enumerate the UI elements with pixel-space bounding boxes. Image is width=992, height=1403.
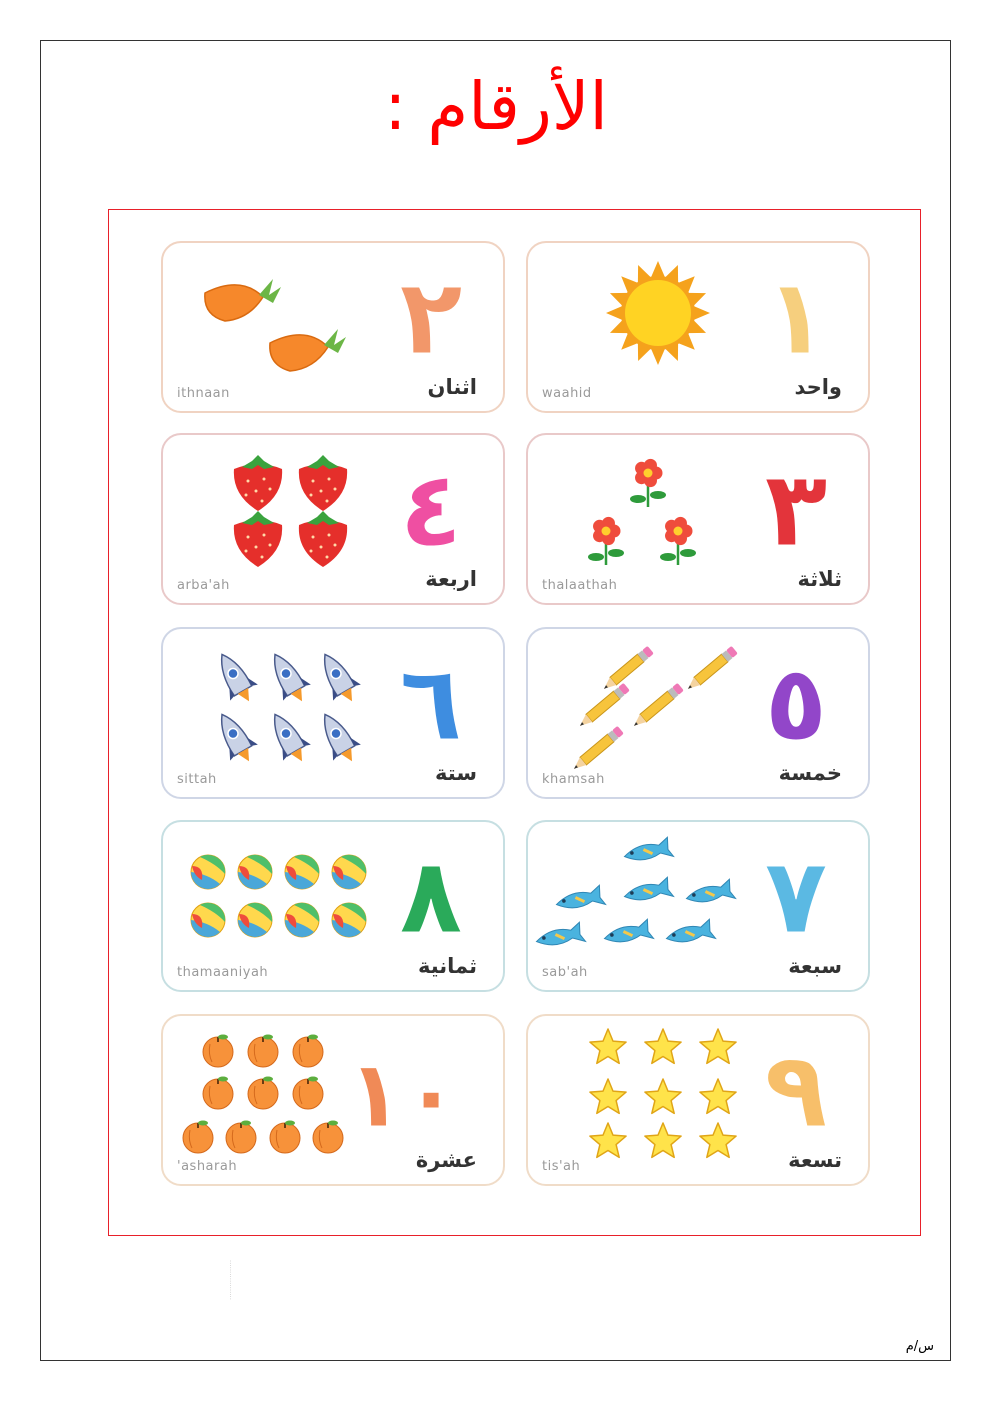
transliteration: arba'ah	[177, 578, 230, 593]
number-card-5	[526, 627, 870, 799]
number-card-1	[526, 241, 870, 413]
arabic-digit: ٦	[399, 642, 463, 764]
strawberry-icon	[299, 455, 347, 511]
star-icon	[700, 1123, 736, 1157]
pencil-icon	[601, 646, 654, 693]
star-icon	[700, 1079, 736, 1113]
star-icon	[645, 1079, 681, 1113]
star-icon	[590, 1029, 626, 1063]
rocket-icon	[208, 646, 263, 709]
fish-icon	[534, 922, 585, 952]
rocket-icon	[311, 646, 366, 709]
transliteration: thamaaniyah	[177, 965, 269, 980]
transliteration: sittah	[177, 772, 217, 787]
poster-credit-decoration: ··················	[227, 1259, 235, 1300]
transliteration: khamsah	[542, 772, 605, 787]
pencil-icon	[631, 683, 684, 730]
strawberry-icon	[234, 511, 282, 567]
arabic-digit: ١	[764, 256, 828, 378]
transliteration: 'asharah	[177, 1159, 238, 1174]
transliteration: thalaathah	[542, 578, 618, 593]
pencil-icon	[571, 726, 624, 773]
ball-icon	[332, 855, 366, 889]
orange-icon	[293, 1077, 323, 1110]
number-word: اثنان	[427, 375, 477, 399]
numbers-poster	[108, 209, 921, 1300]
number-card-10	[161, 1014, 505, 1186]
pencil-icon	[577, 683, 630, 730]
orange-icon	[270, 1121, 300, 1154]
transliteration: sab'ah	[542, 965, 588, 980]
star-icon	[645, 1123, 681, 1157]
fish-icon	[684, 879, 735, 909]
fish-icon	[664, 919, 715, 949]
ball-icon	[191, 903, 225, 937]
star-icon	[590, 1079, 626, 1113]
flower-icon	[630, 459, 666, 507]
number-card-2	[161, 241, 505, 413]
footer-initials: س/م	[905, 1339, 934, 1354]
sun-icon	[606, 261, 710, 365]
arabic-digit: ٣	[764, 448, 828, 570]
orange-icon	[203, 1077, 233, 1110]
orange-icon	[203, 1035, 233, 1068]
ball-icon	[238, 855, 272, 889]
ball-icon	[191, 855, 225, 889]
number-card-6	[161, 627, 505, 799]
orange-icon	[248, 1077, 278, 1110]
arabic-digit: ٨	[399, 835, 463, 957]
arabic-digit: ٧	[764, 835, 828, 957]
number-card-9	[526, 1014, 870, 1186]
arabic-digit: ٥	[764, 642, 828, 764]
star-icon	[645, 1029, 681, 1063]
orange-icon	[313, 1121, 343, 1154]
arabic-digit: ٤	[399, 448, 463, 570]
fish-icon	[622, 877, 673, 907]
strawberry-icon	[299, 511, 347, 567]
number-word: تسعة	[788, 1148, 842, 1172]
carrot-icon	[270, 329, 346, 371]
ball-icon	[285, 903, 319, 937]
number-word: خمسة	[778, 761, 842, 785]
star-icon	[590, 1123, 626, 1157]
fish-icon	[554, 885, 605, 915]
strawberry-icon	[234, 455, 282, 511]
number-word: ثمانية	[417, 954, 477, 978]
number-card-8	[161, 820, 505, 992]
transliteration: ithnaan	[177, 386, 230, 401]
number-word: عشرة	[415, 1148, 477, 1172]
number-word: سبعة	[788, 954, 842, 978]
fish-icon	[622, 837, 673, 867]
transliteration: tis'ah	[542, 1159, 581, 1174]
page-title: الأرقام :	[384, 68, 608, 145]
arabic-digit: ١٠	[346, 1041, 460, 1148]
carrot-icon	[205, 279, 281, 321]
number-card-7	[526, 820, 870, 992]
number-card-3	[526, 433, 870, 605]
orange-icon	[248, 1035, 278, 1068]
arabic-digit: ٢	[399, 256, 463, 378]
orange-icon	[293, 1035, 323, 1068]
number-word: واحد	[794, 375, 842, 399]
arabic-digit: ٩	[764, 1029, 828, 1151]
star-icon	[700, 1029, 736, 1063]
flower-icon	[660, 517, 696, 565]
transliteration: waahid	[542, 386, 592, 401]
number-word: ثلاثة	[797, 567, 842, 591]
ball-icon	[332, 903, 366, 937]
rocket-icon	[261, 646, 316, 709]
fish-icon	[602, 919, 653, 949]
flower-icon	[588, 517, 624, 565]
ball-icon	[285, 855, 319, 889]
rocket-icon	[208, 706, 263, 769]
number-card-4	[161, 433, 505, 605]
orange-icon	[183, 1121, 213, 1154]
number-word: اربعة	[425, 567, 477, 591]
rocket-icon	[261, 706, 316, 769]
orange-icon	[226, 1121, 256, 1154]
pencil-icon	[685, 646, 738, 693]
ball-icon	[238, 903, 272, 937]
rocket-icon	[311, 706, 366, 769]
number-word: ستة	[435, 761, 477, 785]
